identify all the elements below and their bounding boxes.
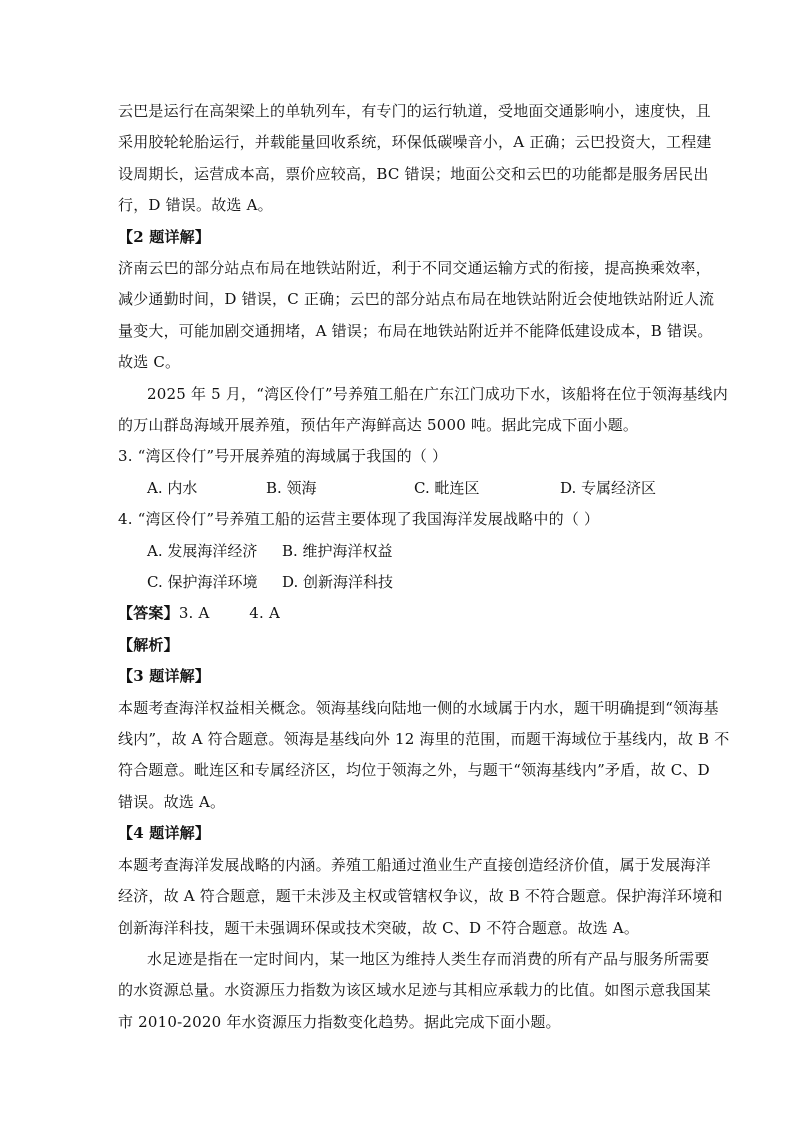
q4-heading: 【4 题详解】	[118, 824, 211, 843]
material-intro-1	[118, 379, 728, 442]
q2-heading: 【2 题详解】	[118, 227, 211, 246]
answer-text: 3. A 4. A	[178, 604, 280, 623]
option-c: C. 毗连区	[414, 478, 480, 497]
text-line: 2025 年 5 月，“湾区伶仃”号养殖工船在广东江门成功下水，该船将在位于领海基线内	[147, 384, 728, 403]
option-d: D. 专属经济区	[560, 478, 657, 497]
text-line: 的水资源总量。水资源压力指数为该区域水足迹与其相应承载力的比值。如图示意我国某	[118, 981, 711, 1000]
option-b: B. 领海	[266, 478, 317, 497]
q3-heading: 【3 题详解】	[118, 667, 211, 686]
text-line: 本题考查海洋权益相关概念。领海基线向陆地一侧的水域属于内水，题干明确提到“领海基	[118, 698, 719, 717]
q4-explanation	[118, 850, 723, 944]
text-line: 量变大，可能加剧交通拥堵，A 错误；布局在地铁站附近并不能降低建设成本，B 错误。	[118, 321, 713, 340]
text-line: 济南云巴的部分站点布局在地铁站附近，利于不同交通运输方式的衔接，提高换乘效率，	[118, 259, 711, 278]
question-4-options-row1	[118, 536, 674, 567]
question-3-options	[118, 473, 674, 504]
text-line: 采用胶轮轮胎运行，并载能量回收系统，环保低碳噪音小，A 正确；云巴投资大，工程建	[118, 133, 712, 152]
text-line: 市 2010-2020 年水资源压力指数变化趋势。据此完成下面小题。	[118, 1012, 561, 1031]
document-page	[118, 96, 730, 1038]
option-c: C. 保护海洋环境	[147, 573, 258, 592]
question-4-stem: 4. “湾区伶仃”号养殖工船的运营主要体现了我国海洋发展战略中的（ ）	[118, 510, 600, 529]
text-line: 经济，故 A 符合题意，题干未涉及主权或管辖权争议，故 B 不符合题意。保护海洋环境和	[118, 887, 723, 906]
text-line: 设周期长，运营成本高，票价应较高，BC 错误；地面公交和云巴的功能都是服务居民出	[118, 164, 709, 183]
answer-line	[118, 598, 674, 629]
option-b: B. 维护海洋权益	[282, 541, 393, 560]
question-3-stem: 3. “湾区伶仃”号开展养殖的海域属于我国的（ ）	[118, 447, 448, 466]
q1-explanation	[118, 96, 712, 222]
text-line: 错误。故选 A。	[118, 792, 226, 811]
text-line: 创新海洋科技，题干未强调环保或技术突破，故 C、D 不符合题意。故选 A。	[118, 918, 640, 937]
text-line: 云巴是运行在高架梁上的单轨列车，有专门的运行轨道，受地面交通影响小，速度快，且	[118, 102, 711, 120]
analysis-heading: 【解析】	[118, 635, 179, 654]
text-line: 线内”，故 A 符合题意。领海是基线向外 12 海里的范围，而题干海域位于基线内，故 B 不	[118, 730, 730, 749]
option-d: D. 创新海洋科技	[282, 573, 394, 592]
text-line: 符合题意。毗连区和专属经济区，均位于领海之外，与题干“领海基线内”矛盾，故 C、D	[118, 761, 710, 780]
text-line: 水足迹是指在一定时间内，某一地区为维持人类生存而消费的所有产品与服务所需要	[147, 949, 710, 968]
text-line: 故选 C。	[118, 353, 181, 372]
option-a: A. 内水	[147, 478, 198, 497]
option-a: A. 发展海洋经济	[147, 541, 258, 560]
q2-explanation	[118, 253, 715, 379]
answer-label: 【答案】	[118, 604, 179, 623]
text-line: 行，D 错误。故选 A。	[118, 196, 273, 215]
text-line: 减少通勤时间，D 错误，C 正确；云巴的部分站点布局在地铁站附近会使地铁站附近人流	[118, 290, 715, 309]
text-line: 本题考查海洋发展战略的内涵。养殖工船通过渔业生产直接创造经济价值，属于发展海洋	[118, 855, 711, 874]
question-4-options-row2	[118, 567, 674, 598]
q3-explanation	[118, 693, 730, 819]
text-line: 的万山群岛海域开展养殖，预估年产海鲜高达 5000 吨。据此完成下面小题。	[118, 416, 639, 435]
material-intro-2	[118, 944, 711, 1038]
